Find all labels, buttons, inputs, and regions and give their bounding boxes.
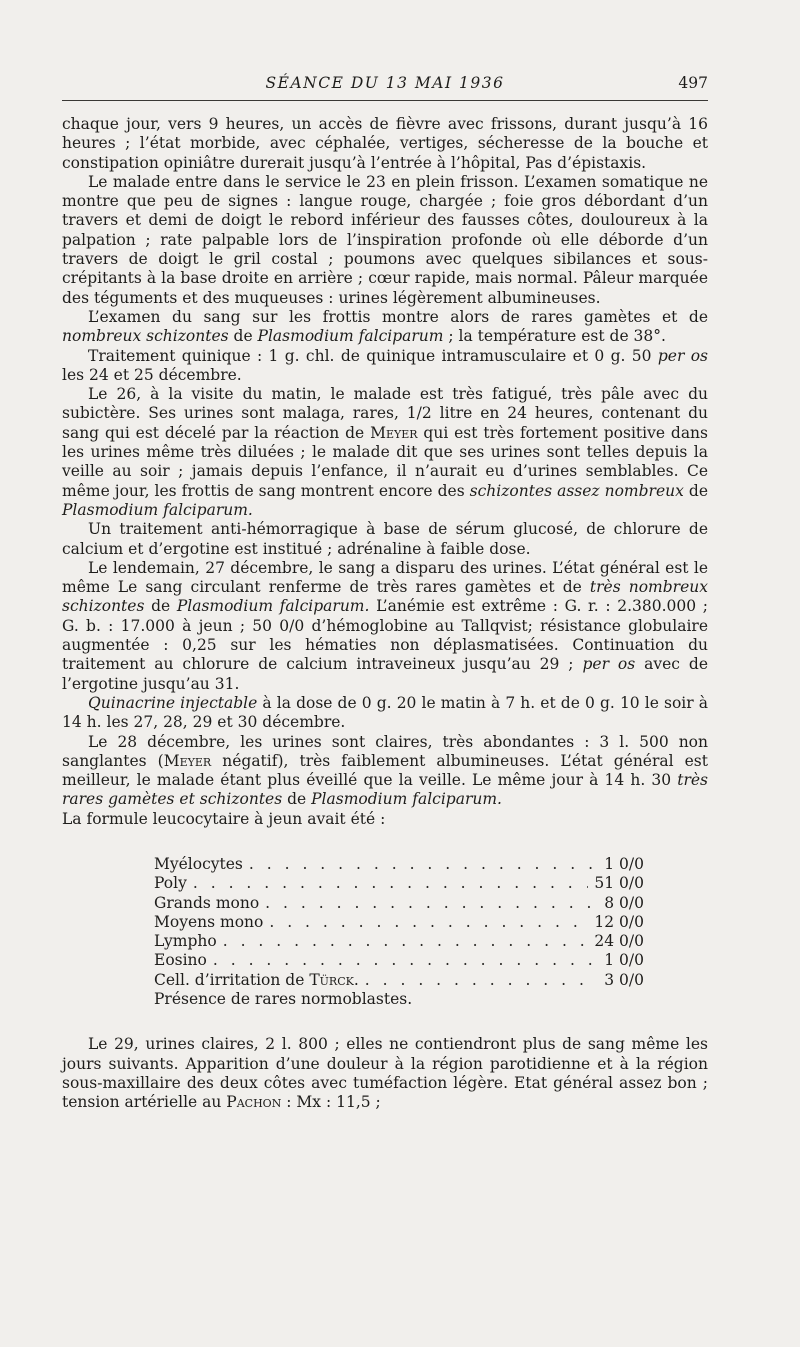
text: les 24 et 25 décembre. (62, 365, 242, 384)
running-title: SÉANCE DU 13 MAI 1936 (265, 74, 505, 92)
formula-note: Présence de rares normoblastes. (154, 990, 413, 1009)
formula-label (154, 971, 359, 990)
species-name: Plasmodium falciparum (257, 327, 444, 346)
text: de (282, 790, 312, 809)
leader-dots (213, 951, 598, 970)
emphasis: très nombreux schizontes (62, 578, 708, 616)
text: L’examen du sang sur les frottis montre alors de rares gamètes et de (88, 307, 708, 326)
author-name: Meyer (370, 423, 418, 442)
formula-row (154, 913, 644, 932)
formula-label: Grands mono (154, 893, 260, 912)
formula-value: 1 0/0 (604, 951, 644, 970)
text: de (144, 597, 177, 616)
text: L’anémie est extrême : G. r. : 2.380.000 ; G. b. : 17.000 à jeun ; 50 0/0 d’hémoglobine au Tallqvist; résistance globulaire augmentée : 0,25 sur les hématies non déplasmatisées. Continuation du traitement au chlorure de calcium intraveineux jusqu’au 29 ; (62, 597, 708, 674)
formula-value: 24 0/0 (594, 932, 644, 951)
article-body (62, 115, 708, 1113)
paragraph-3 (62, 308, 708, 347)
paragraph-1: chaque jour, vers 9 heures, un accès de fièvre avec frissons, durant jusqu’à 16 heures ; l’état morbide, avec céphalée, vertiges, sécheresse de la bouche et constipation opiniâtre durerait jusqu’à l’entrée à l’hôpital, Pas d’épistaxis. (62, 115, 708, 172)
formula-value: 51 0/0 (594, 874, 644, 893)
page-number: 497 (678, 74, 708, 92)
paragraph-7 (62, 559, 708, 694)
leader-dots (223, 932, 589, 951)
emphasis: schizontes assez nombreux (469, 481, 684, 500)
paragraph-9 (62, 733, 708, 810)
emphasis: Quinacrine injectable (88, 693, 258, 712)
author-name: Türck. (309, 970, 359, 989)
leader-dots (249, 855, 598, 874)
text: négatif), très faiblement albumineuses. L’état général est meilleur, le malade étant plus éveillé que la veille. Le même jour à 14 h. 30 (62, 751, 708, 790)
paragraph-8 (62, 694, 708, 733)
formula-row (154, 894, 644, 913)
text: ; la température est de 38°. (443, 327, 666, 346)
text: avec de l’ergotine jusqu’au 31. (62, 655, 709, 693)
text: : Mx : 11,5 ; (281, 1093, 381, 1112)
author-name: Pachon (226, 1093, 282, 1112)
leader-dots (365, 971, 599, 990)
emphasis: per os (657, 346, 709, 365)
emphasis: nombreux schizontes (62, 327, 229, 346)
formula-label: Poly (154, 874, 187, 893)
author-name: Meyer (163, 751, 212, 770)
paragraph-10: La formule leucocytaire à jeun avait été : (62, 809, 386, 828)
header-rule (62, 100, 708, 101)
text: qui est très fortement positive dans les urines même très diluées ; le malade dit que ses urines sont telles depuis la veille au soir ; jamais depuis l’enfance, il n’aurait eu d’urines semblables. Ce même jour, les frottis de sang montrent encore des (62, 423, 708, 500)
leader-dots (193, 874, 589, 893)
emphasis: très rares gamètes et schizontes (62, 771, 708, 809)
formula-row (154, 932, 644, 951)
formula-label: Moyens mono (154, 912, 264, 931)
leukocyte-formula (154, 855, 644, 1009)
paragraph-4 (62, 347, 708, 386)
formula-row (154, 971, 644, 990)
paragraph-11 (62, 1035, 708, 1112)
formula-value: 1 0/0 (604, 854, 644, 873)
formula-value: 8 0/0 (604, 893, 644, 912)
formula-row (154, 951, 644, 970)
paragraph-6: Un traitement anti-hémorragique à base de sérum glucosé, de chlorure de calcium et d’ergotine est institué ; adrénaline à faible dose. (62, 520, 708, 558)
formula-value: 12 0/0 (594, 912, 644, 931)
formula-label: Eosino (154, 951, 207, 970)
text: Cell. d’irritation de (154, 970, 310, 989)
text: à la dose de 0 g. 20 le matin à 7 h. et de 0 g. 10 le soir à 14 h. les 27, 28, 29 et 30 décembre. (62, 693, 709, 732)
species-name: Plasmodium falciparum. (311, 790, 502, 809)
paragraph-2: Le malade entre dans le service le 23 en plein frisson. L’examen somatique ne montre que peu de signes : langue rouge, chargée ; foie gros débordant d’un travers et demi de doigt le rebord inférieur des fausses côtes, douloureux à la palpation ; rate palpable lors de l’inspiration profonde où elle déborde d’un travers de doigt le gril costal ; poumons avec quelques sibilances et sous-crépitants à la base droite en arrière ; cœur rapide, mais normal. Pâleur marquée des téguments et des muqueuses : urines légèrement albumineuses. (62, 172, 708, 307)
formula-row (154, 874, 644, 893)
text: Le 26, à la visite du matin, le malade est très fatigué, très pâle avec du subictère. Ses urines sont malaga, rares, 1/2 litre en 24 heures, contenant du sang qui est décelé par la réaction de (62, 385, 708, 442)
paragraph-5 (62, 385, 708, 520)
formula-label: Myélocytes (154, 854, 243, 873)
formula-row (154, 855, 644, 874)
text: de (228, 327, 258, 346)
species-name: Plasmodium falciparum. (62, 500, 253, 519)
formula-value: 3 0/0 (604, 970, 644, 989)
species-name: Plasmodium falciparum. (176, 597, 370, 616)
text: Traitement quinique : 1 g. chl. de quinique intramusculaire et 0 g. 50 (88, 346, 658, 365)
formula-label: Lympho (154, 932, 217, 951)
text: Le lendemain, 27 décembre, le sang a disparu des urines. L’état général est le même Le sang circulant renferme de très rares gamètes et de (62, 558, 708, 597)
spacer (62, 1009, 708, 1035)
text: de (683, 481, 708, 500)
leader-dots (265, 894, 598, 913)
text: Le 28 décembre, les urines sont claires, très abondantes : 3 l. 500 non sanglantes ( (62, 732, 708, 770)
emphasis: per os (582, 655, 636, 674)
text: Le 29, urines claires, 2 l. 800 ; elles ne contiendront plus de sang même les jours suivants. Apparition d’une douleur à la région parotidienne et à la région sous-maxillaire des deux côtes avec tuméfaction légère. Etat général assez bon ; tension artérielle au (62, 1035, 708, 1112)
leader-dots (269, 913, 588, 932)
page-header (62, 74, 708, 100)
